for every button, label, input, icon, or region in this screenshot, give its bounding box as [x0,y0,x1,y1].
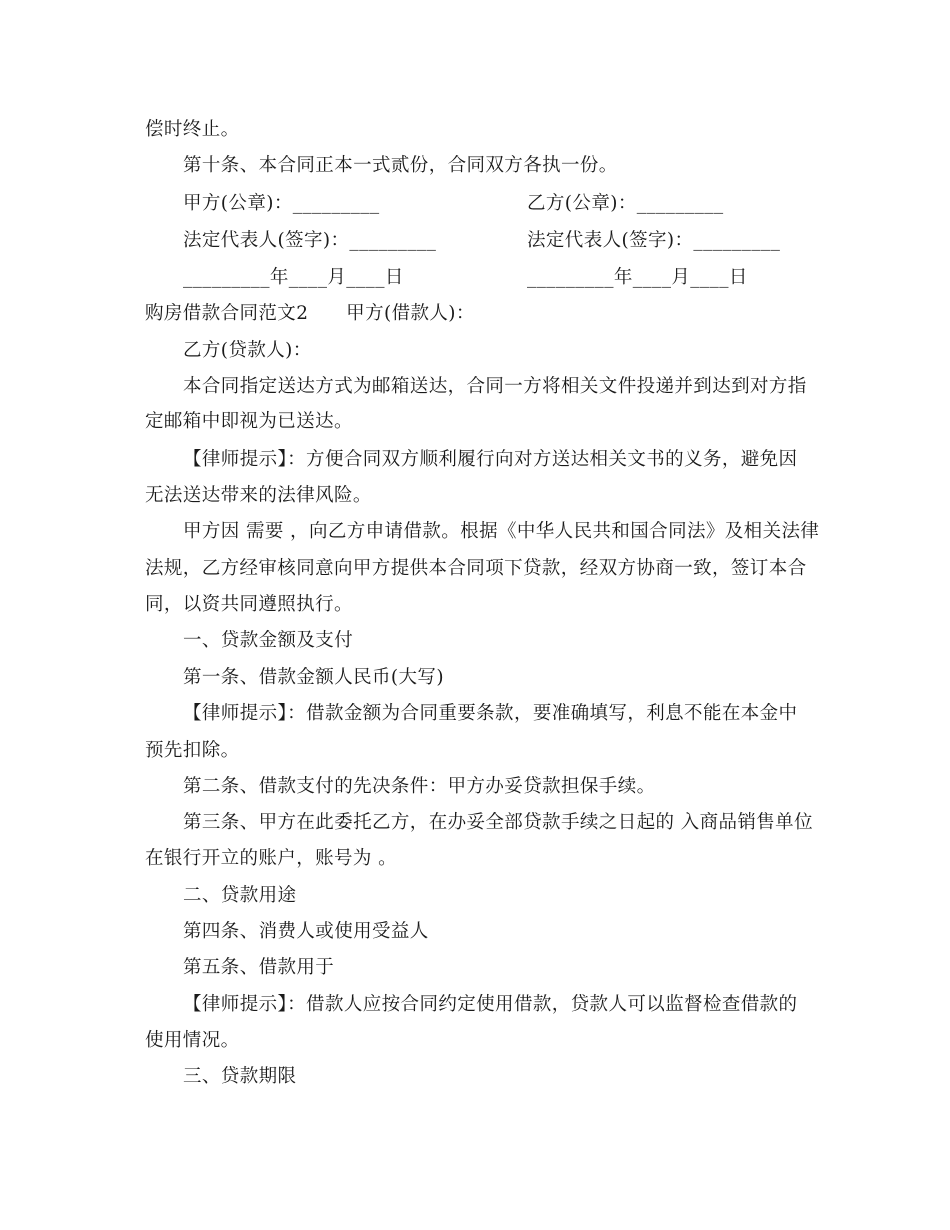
paragraph-line: 在银行开立的账户，账号为 。 [145,848,397,869]
lawyer-tip-line: 【律师提示】：借款人应按合同约定使用借款，贷款人可以监督检查借款的 [183,994,798,1015]
party-a-rep-signature: 法定代表人(签字)：_________ [183,230,437,251]
party-a-seal: 甲方(公章)：_________ [183,193,380,214]
clause-1: 第一条、借款金额人民币(大写) [183,667,444,688]
section-title: 购房借款合同范文2 甲方(借款人)： [145,303,475,324]
lender-line: 乙方(贷款人)： [183,340,312,361]
heading-loan-purpose: 二、贷款用途 [183,885,297,906]
heading-loan-term: 三、贷款期限 [183,1066,297,1087]
party-b-rep-signature: 法定代表人(签字)：_________ [527,230,781,251]
party-b-seal: 乙方(公章)：_________ [527,193,724,214]
party-a-date: _________年____月____日 [183,267,404,288]
party-b-date: _________年____月____日 [527,267,748,288]
paragraph-line: 甲方因 需要 ，向乙方申请借款。根据《中华人民共和国合同法》及相关法律 [183,521,820,542]
paragraph-line: 定邮箱中即视为已送达。 [145,411,353,432]
lawyer-tip-line: 【律师提示】：方便合同双方顺利履行向对方送达相关文书的义务，避免因 [183,449,798,470]
paragraph-line: 使用情况。 [145,1030,240,1051]
clause-3: 第三条、甲方在此委托乙方，在办妥全部贷款手续之日起的 入商品销售单位 [183,812,813,833]
clause-5: 第五条、借款用于 [183,957,335,978]
paragraph-line: 法规，乙方经审核同意向甲方提供本合同项下贷款，经双方协商一致，签订本合 [145,558,807,579]
lawyer-tip-line: 【律师提示】：借款金额为合同重要条款，要准确填写，利息不能在本金中 [183,703,798,724]
clause-10: 第十条、本合同正本一式贰份，合同双方各执一份。 [183,155,618,176]
paragraph-line: 无法送达带来的法律风险。 [145,485,372,506]
heading-loan-amount: 一、贷款金额及支付 [183,630,354,651]
clause-4: 第四条、消费人或使用受益人 [183,921,429,942]
paragraph-line: 预先扣除。 [145,740,240,761]
text-line: 偿时终止。 [145,119,240,140]
paragraph-line: 同，以资共同遵照执行。 [145,594,353,615]
clause-2: 第二条、借款支付的先决条件：甲方办妥贷款担保手续。 [183,776,656,797]
paragraph-line: 本合同指定送达方式为邮箱送达，合同一方将相关文件投递并到达到对方指 [183,376,807,397]
